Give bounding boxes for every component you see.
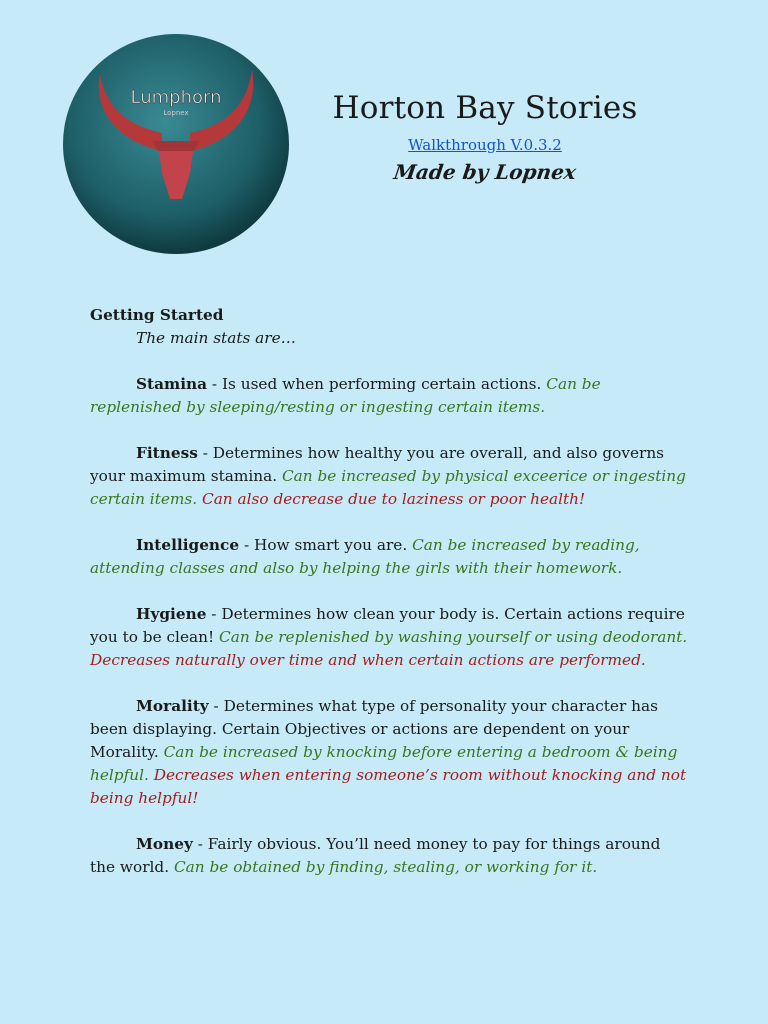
stat-description: - Determines how clean your body is. Certain actions require you to be clean! (90, 605, 685, 646)
main-content (90, 304, 690, 879)
lumphorn-logo (62, 33, 290, 255)
stat-name: Hygiene (136, 605, 207, 623)
stat-positive-note: Can be increased by knocking before entering a bedroom & being helpful. (90, 743, 678, 784)
stat-positive-note: Can be increased by physical exceerice or ingesting certain items. (90, 467, 686, 508)
stat-name: Intelligence (136, 536, 240, 554)
author-byline: Made by Lopnex (392, 160, 578, 184)
stat-name: Stamina (136, 375, 208, 393)
stat-negative-note: Can also decrease due to laziness or poor health! (201, 490, 586, 508)
stat-morality (90, 695, 690, 810)
stat-name: Fitness (136, 444, 198, 462)
stat-description: - Is used when performing certain actions. (207, 375, 547, 393)
section-heading: Getting Started (90, 306, 224, 324)
stat-positive-note: Can be replenished by sleeping/resting or ingesting certain items. (90, 375, 601, 416)
stat-intelligence (90, 534, 690, 580)
stat-description: - Fairly obvious. You’ll need money to pay for things around the world. (90, 835, 661, 876)
header (300, 90, 670, 184)
page-title: Horton Bay Stories (332, 90, 638, 126)
stat-money (90, 833, 690, 879)
logo-text: Lumphorn (130, 87, 222, 108)
stat-positive-note: Can be replenished by washing yourself or using deodorant. (219, 628, 688, 646)
section-intro: The main stats are… (136, 329, 296, 347)
stat-negative-note: Decreases naturally over time and when certain actions are performed. (90, 651, 646, 669)
walkthrough-link[interactable]: Walkthrough V.0.3.2 (408, 136, 562, 154)
stat-name: Morality (136, 697, 209, 715)
stat-description: - Determines what type of personality your character has been displaying. Certain Objectives or actions are dependent on your Morality. (90, 697, 658, 761)
stat-negative-note: Decreases when entering someone’s room without knocking and not being helpful! (90, 766, 687, 807)
stat-positive-note: Can be obtained by finding, stealing, or working for it. (173, 858, 598, 876)
logo-subtext: Lopnex (163, 109, 189, 117)
stat-positive-note: Can be increased by reading, attending classes and also by helping the girls with their homework. (90, 536, 640, 577)
stat-fitness (90, 442, 690, 511)
stat-description: - How smart you are. (239, 536, 413, 554)
stat-description: - Determines how healthy you are overall, and also governs your maximum stamina. (90, 444, 665, 485)
stat-hygiene (90, 603, 690, 672)
stat-stamina (90, 373, 690, 419)
stat-name: Money (136, 835, 193, 853)
